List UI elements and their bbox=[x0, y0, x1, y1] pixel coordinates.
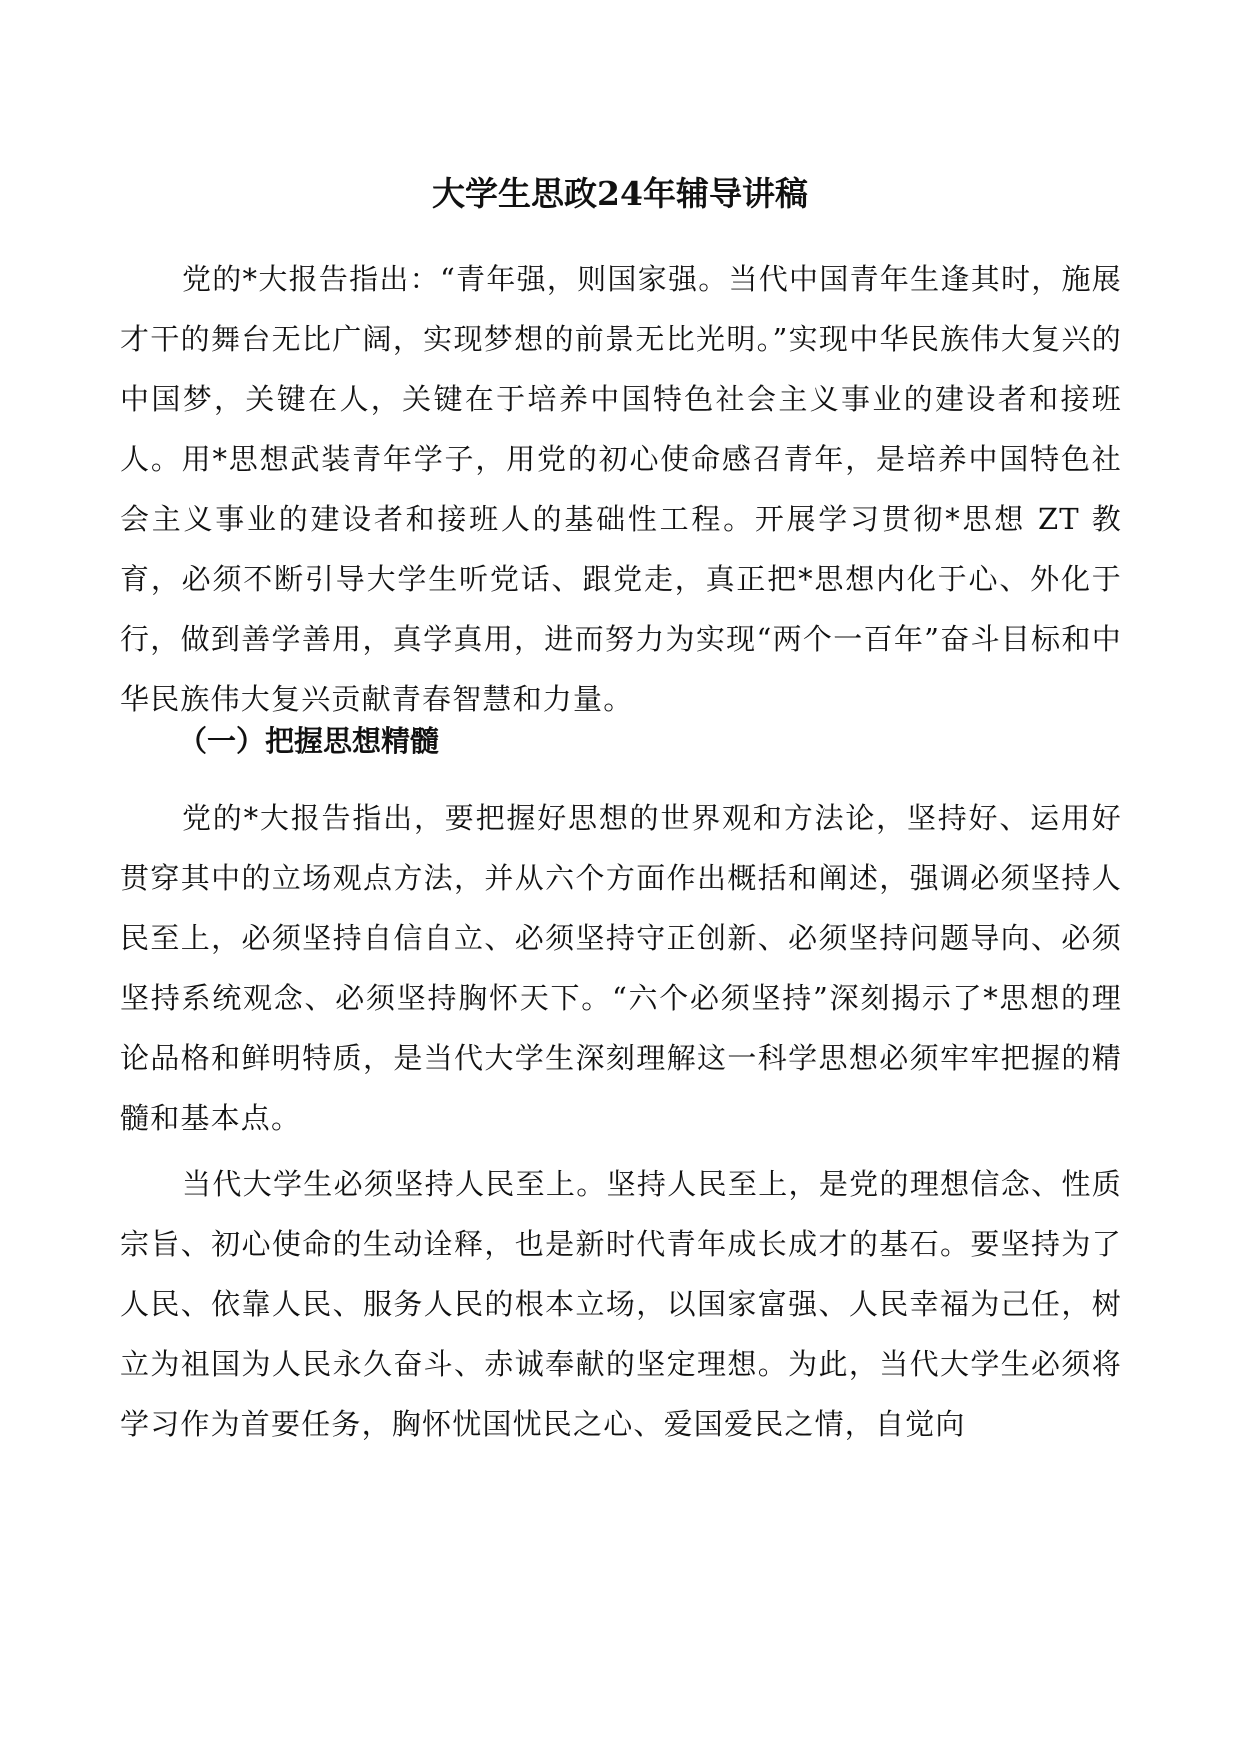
paragraph-people-first: 当代大学生必须坚持人民至上。坚持人民至上，是党的理想信念、性质宗旨、初心使命的生动诠释，也是新时代青年成长成才的基石。要坚持为了人民、依靠人民、服务人民的根本立场，以国家富强、人民幸福为己任，树立为祖国为人民永久奋斗、赤诚奉献的坚定理想。为此，当代大学生必须将学习作为首要任务，胸怀忧国忧民之心、爱国爱民之情，自觉向 bbox=[120, 1167, 1122, 1441]
paragraph-six-musts: 党的*大报告指出，要把握好思想的世界观和方法论，坚持好、运用好贯穿其中的立场观点方法，并从六个方面作出概括和阐述，强调必须坚持人民至上，必须坚持自信自立、必须坚持守正创新、必须坚持问题导向、必须坚持系统观念、必须坚持胸怀天下。“六个必须坚持”深刻揭示了*思想的理论品格和鲜明特质，是当代大学生深刻理解这一科学思想必须牢牢把握的精髓和基本点。 bbox=[120, 801, 1122, 1135]
section-heading: （一）把握思想精髓 bbox=[178, 724, 440, 758]
paragraph-intro: 党的*大报告指出：“青年强，则国家强。当代中国青年生逢其时，施展才干的舞台无比广阔，实现梦想的前景无比光明。”实现中华民族伟大复兴的中国梦，关键在人，关键在于培养中国特色社会主义事业的建设者和接班人。用*思想武装青年学子，用党的初心使命感召青年，是培养中国特色社会主义事业的建设者和接班人的基础性工程。开展学习贯彻*思想 ZT 教育，必须不断引导大学生听党话、跟党走，真正把*思想内化于心、外化于行，做到善学善用，真学真用，进而努力为实现“两个一百年”奋斗目标和中华民族伟大复兴贡献青春智慧和力量。 bbox=[120, 262, 1122, 716]
document-title: 大学生思政24年辅导讲稿 bbox=[432, 174, 808, 213]
